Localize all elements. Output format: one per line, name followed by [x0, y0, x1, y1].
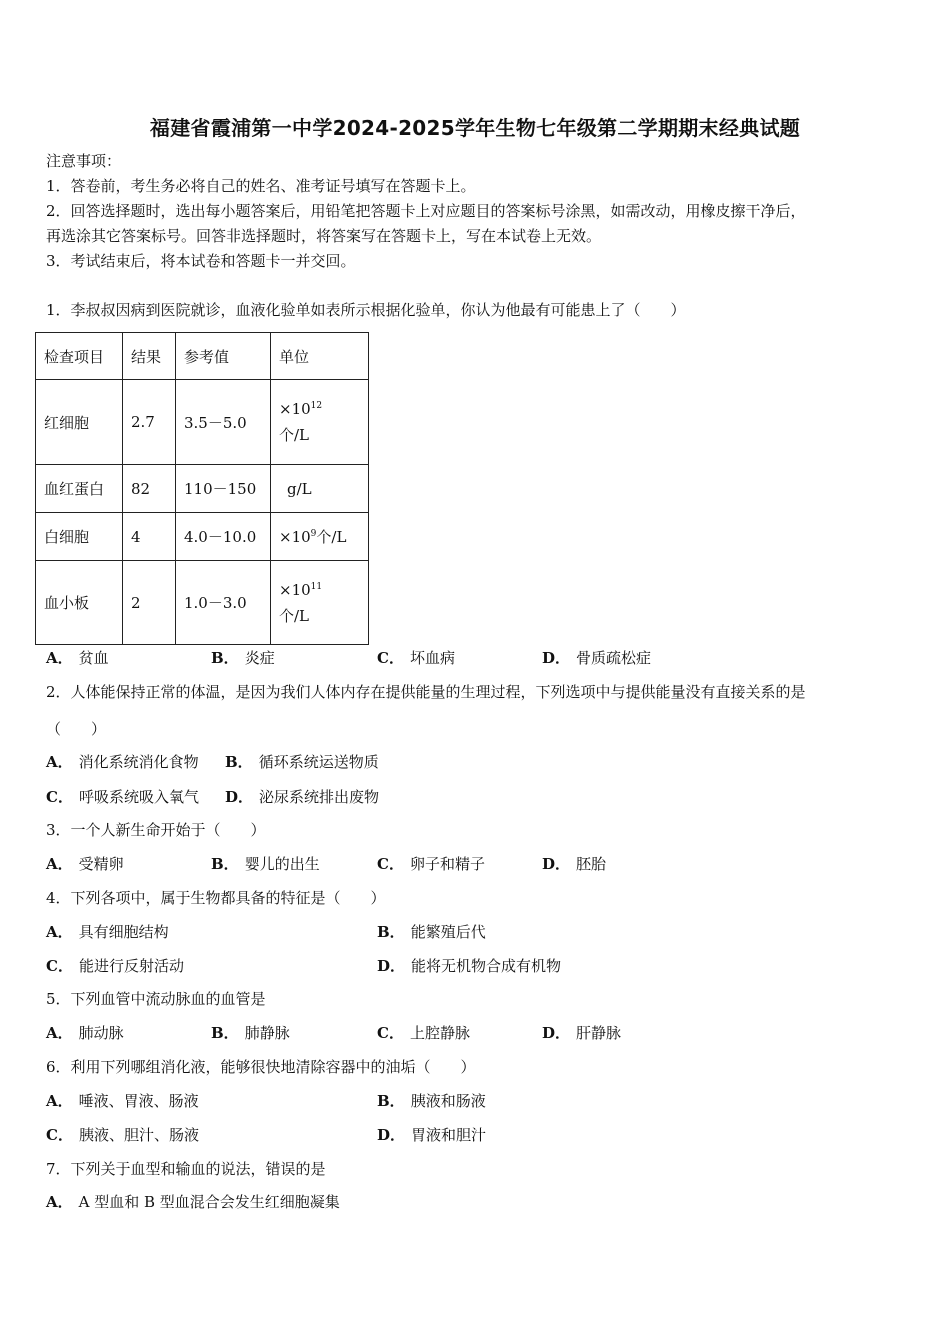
table-cell-item: 红细胞 [36, 380, 123, 465]
option-b[interactable]: B． 肺静脉 [211, 1024, 290, 1042]
table-cell-ref: 3.5－5.0 [176, 380, 271, 465]
notes-item: 再选涂其它答案标号。回答非选择题时，将答案写在答题卡上，写在本试卷上无效。 [46, 227, 602, 245]
option-c[interactable]: C． 胰液、胆汁、肠液 [46, 1126, 199, 1144]
unit-suffix: 个/L [279, 606, 310, 625]
table-row [36, 465, 369, 513]
question-2-stem-cont: （ ） [46, 720, 107, 738]
table-row [36, 561, 369, 645]
question-3-stem: 3．一个人新生命开始于（ ） [46, 821, 266, 839]
table-cell-result: 4 [123, 513, 176, 561]
option-d[interactable]: D． 胚胎 [542, 855, 607, 873]
option-b[interactable]: B． 胰液和肠液 [377, 1092, 486, 1110]
question-4-stem: 4．下列各项中，属于生物都具备的特征是（ ） [46, 889, 386, 907]
question-2-stem: 2．人体能保持正常的体温，是因为我们人体内存在提供能量的生理过程，下列选项中与提供能量没有直接关系的是 [46, 683, 806, 701]
table-row [36, 380, 369, 465]
option-a[interactable]: A． A 型血和 B 型血混合会发生红细胞凝集 [46, 1193, 340, 1211]
question-1-stem: 1．李叔叔因病到医院就诊，血液化验单如表所示根据化验单，你认为他最有可能患上了（ ） [46, 301, 686, 319]
option-a[interactable]: A． 消化系统消化食物 [46, 753, 199, 771]
option-c[interactable]: C． 呼吸系统吸入氧气 [46, 788, 199, 806]
table-cell-item: 血红蛋白 [36, 465, 123, 513]
table-cell-result: 2 [123, 561, 176, 645]
notes-item: 2．回答选择题时，选出每小题答案后，用铅笔把答题卡上对应题目的答案标号涂黑，如需改动，用橡皮擦干净后， [46, 202, 806, 220]
option-c[interactable]: C． 上腔静脉 [377, 1024, 470, 1042]
table-header-cell: 单位 [271, 333, 369, 380]
option-a[interactable]: A． 受精卵 [46, 855, 124, 873]
option-a[interactable]: A． 肺动脉 [46, 1024, 124, 1042]
table-header-cell: 检查项目 [36, 333, 123, 380]
question-7-stem: 7．下列关于血型和输血的说法，错误的是 [46, 1160, 326, 1178]
option-b[interactable]: B． 炎症 [211, 649, 275, 667]
option-a[interactable]: A． 唾液、胃液、肠液 [46, 1092, 199, 1110]
option-c[interactable]: C． 能进行反射活动 [46, 957, 184, 975]
table-cell-ref: 1.0－3.0 [176, 561, 271, 645]
option-d[interactable]: D． 泌尿系统排出废物 [225, 788, 380, 806]
notes-heading: 注意事项： [46, 152, 122, 170]
option-d[interactable]: D． 能将无机物合成有机物 [377, 957, 562, 975]
unit-base: g/L [287, 479, 312, 498]
unit-base: ×10 [279, 580, 311, 599]
table-header-cell: 参考值 [176, 333, 271, 380]
notes-item: 1．答卷前，考生务必将自己的姓名、准考证号填写在答题卡上。 [46, 177, 476, 195]
option-b[interactable]: B． 能繁殖后代 [377, 923, 486, 941]
question-5-stem: 5．下列血管中流动脉血的血管是 [46, 990, 266, 1008]
unit-suffix: 个/L [279, 426, 310, 444]
table-row [36, 513, 369, 561]
option-c[interactable]: C． 坏血病 [377, 649, 455, 667]
table-cell-unit [271, 513, 369, 561]
option-d[interactable]: D． 肝静脉 [542, 1024, 622, 1042]
option-b[interactable]: B． 婴儿的出生 [211, 855, 320, 873]
question-6-stem: 6．利用下列哪组消化液，能够很快地清除容器中的油垢（ ） [46, 1058, 476, 1076]
table-cell-unit [271, 561, 369, 645]
option-d[interactable]: D． 骨质疏松症 [542, 649, 652, 667]
notes-item: 3．考试结束后，将本试卷和答题卡一并交回。 [46, 252, 356, 270]
table-cell-result: 82 [123, 465, 176, 513]
page-title: 福建省霞浦第一中学2024-2025学年生物七年级第二学期期末经典试题 [149, 116, 801, 140]
table-cell-ref: 110－150 [176, 465, 271, 513]
table-cell-ref: 4.0－10.0 [176, 513, 271, 561]
table-header-cell: 结果 [123, 333, 176, 380]
unit-base: ×10 [279, 400, 311, 418]
unit-suffix: 个/L [316, 528, 347, 546]
table-cell-unit [271, 465, 369, 513]
table-cell-unit [271, 380, 369, 465]
table-cell-result: 2.7 [123, 380, 176, 465]
table-header-row [36, 333, 369, 380]
table-cell-item: 白细胞 [36, 513, 123, 561]
blood-test-table [35, 332, 369, 645]
table-cell-item: 血小板 [36, 561, 123, 645]
option-c[interactable]: C． 卵子和精子 [377, 855, 485, 873]
option-b[interactable]: B． 循环系统运送物质 [225, 753, 379, 771]
unit-exponent: 11 [310, 581, 323, 592]
unit-exponent: 9 [310, 529, 317, 539]
unit-base: ×10 [279, 528, 311, 546]
unit-exponent: 12 [310, 401, 323, 411]
option-a[interactable]: A． 具有细胞结构 [46, 923, 169, 941]
option-a[interactable]: A． 贫血 [46, 649, 109, 667]
option-d[interactable]: D． 胃液和胆汁 [377, 1126, 487, 1144]
